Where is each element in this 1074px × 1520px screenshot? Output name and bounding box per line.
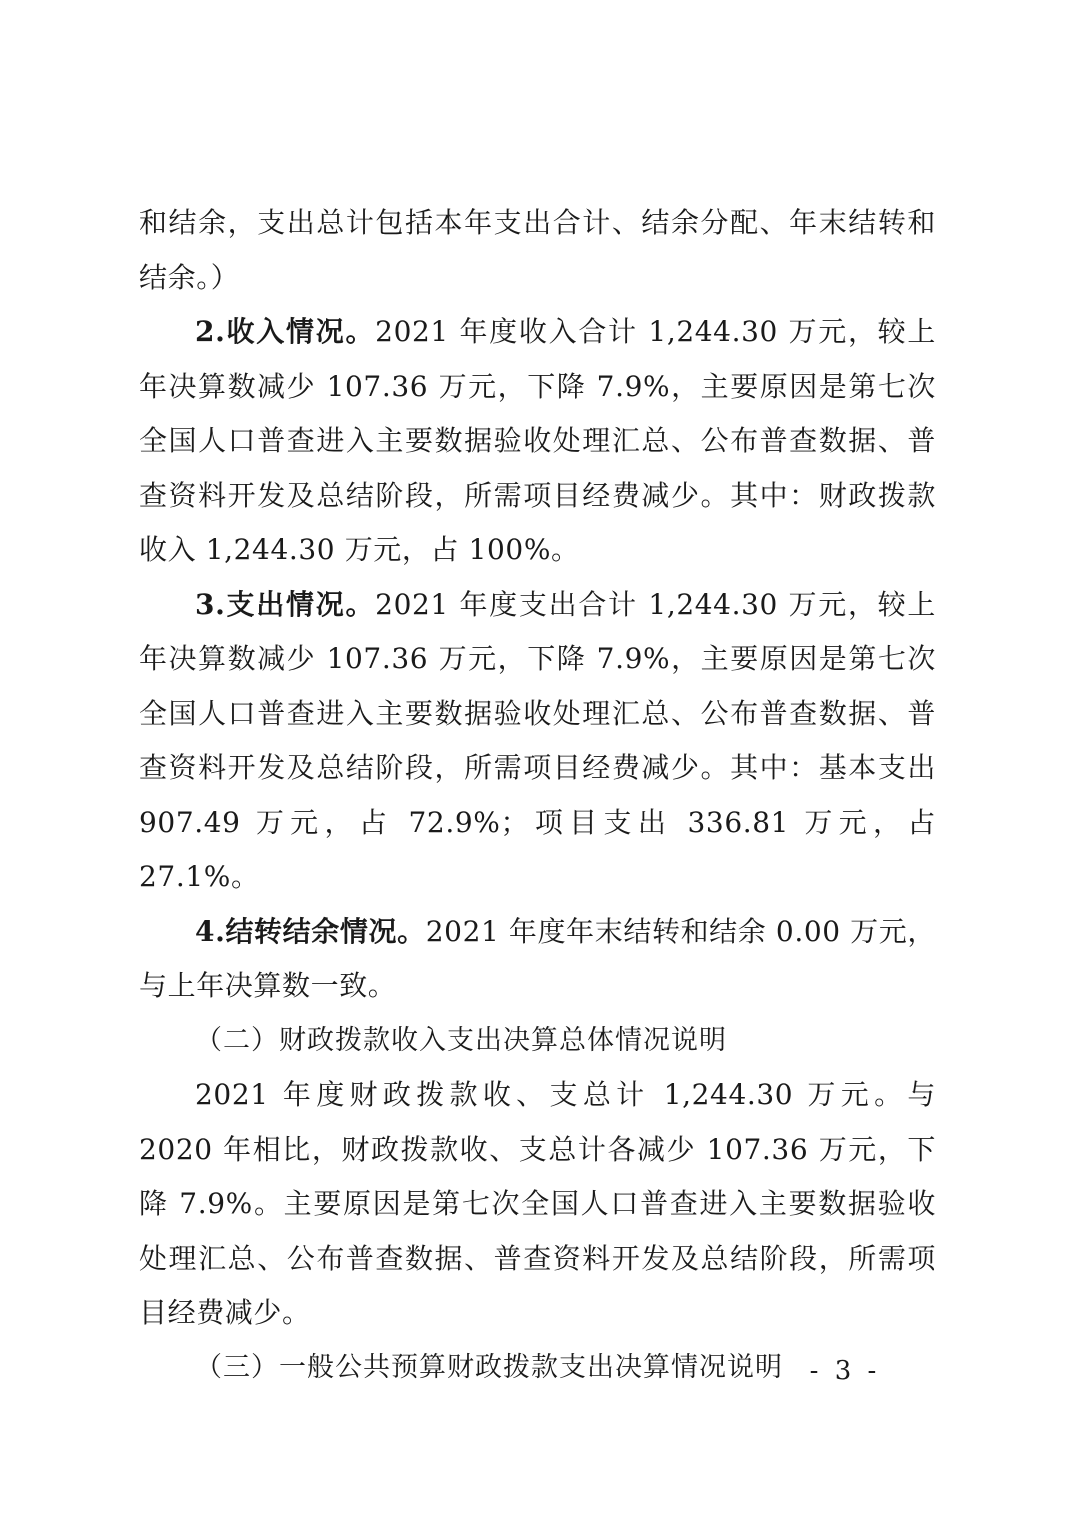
balance-body: 2021 年度年末结转和结余 0.00 万元，与上年决算数一致。 <box>139 914 936 1002</box>
expenditure-heading: 3.支出情况。 <box>195 587 376 621</box>
section-two-heading: （二）财政拨款收入支出决算总体情况说明 <box>195 1024 727 1056</box>
section-three-heading: （三）一般公共预算财政拨款支出决算情况说明 <box>195 1351 783 1383</box>
section-two-paragraph: 2021 年度财政拨款收、支总计 1,244.30 万元。与 2020 年相比，财政拨款收、支总计各减少 107.36 万元，下降 7.9%。主要原因是第七次全国人口普查进入主要数据验收处理汇总、公布普查数据、普查资料开发及总结阶段，所需项目经费减少。 <box>139 1078 936 1329</box>
balance-paragraph <box>139 905 936 1014</box>
continuation-paragraph: 和结余，支出总计包括本年支出合计、结余分配、年末结转和结余。） <box>139 206 936 294</box>
income-heading: 2.收入情况。 <box>195 315 376 348</box>
document-body <box>139 196 936 1395</box>
expenditure-paragraph <box>139 578 936 905</box>
income-paragraph <box>139 305 936 578</box>
expenditure-body: 2021 年度支出合计 1,244.30 万元，较上年决算数减少 107.36 万元，下降 7.9%，主要原因是第七次全国人口普查进入主要数据验收处理汇总、公布普查数据、普查资料开发及总结阶段，所需项目经费减少。其中：基本支出 907.49 万元，占 72.9%；项目支出 336.81 万元，占 27.1%。 <box>139 587 937 893</box>
balance-heading: 4.结转结余情况。 <box>195 914 426 948</box>
page-number: - 3 - <box>809 1356 881 1386</box>
income-body: 2021 年度收入合计 1,244.30 万元，较上年决算数减少 107.36 万元，下降 7.9%，主要原因是第七次全国人口普查进入主要数据验收处理汇总、公布普查数据、普查资料开发及总结阶段，所需项目经费减少。其中：财政拨款收入 1,244.30 万元，占 100%。 <box>139 315 937 566</box>
